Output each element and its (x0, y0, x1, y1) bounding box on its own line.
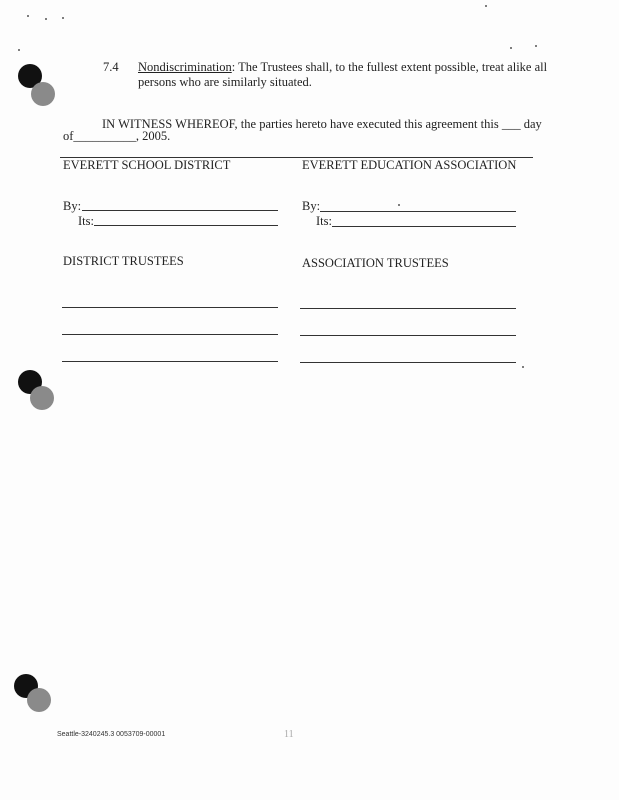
witness-line2: of__________, 2005. (63, 129, 171, 143)
left-its-title-line[interactable] (94, 225, 278, 226)
right-party-name: EVERETT EDUCATION ASSOCIATION (302, 158, 517, 172)
left-trustees-heading: DISTRICT TRUSTEES (63, 254, 184, 268)
scan-speck (45, 18, 47, 20)
scan-speck (27, 15, 29, 17)
left-by-label: By: (63, 199, 82, 213)
left-by-signature-line[interactable] (82, 210, 278, 211)
left-trustee-signature-line-1[interactable] (62, 307, 278, 308)
right-trustee-signature-line-1[interactable] (300, 308, 516, 309)
witness-line1: IN WITNESS WHEREOF, the parties hereto have executed this agreement this ___ day (102, 117, 542, 131)
section-text-line2: persons who are similarly situated. (138, 75, 312, 89)
scan-speck (398, 204, 400, 206)
section-text-line1: : The Trustees shall, to the fullest extent possible, treat alike all (231, 60, 548, 74)
right-its-label: Its: (316, 214, 332, 228)
scan-speck (535, 45, 537, 47)
punch-hole-top-shadow (31, 82, 55, 106)
scan-speck (485, 5, 487, 7)
left-its-label: Its: (78, 214, 94, 228)
left-trustee-signature-line-2[interactable] (62, 334, 278, 335)
right-trustees-heading: ASSOCIATION TRUSTEES (302, 256, 449, 270)
right-by-label: By: (302, 199, 321, 213)
right-trustee-signature-line-3[interactable] (300, 362, 516, 363)
scan-speck (522, 366, 524, 368)
scan-speck (62, 17, 64, 19)
scan-speck (18, 49, 20, 51)
right-its-title-line[interactable] (332, 226, 516, 227)
right-trustee-signature-line-2[interactable] (300, 335, 516, 336)
left-party-name: EVERETT SCHOOL DISTRICT (63, 158, 231, 172)
punch-hole-middle-shadow (30, 386, 54, 410)
section-number: 7.4 (103, 60, 119, 74)
section-heading: Nondiscrimination (138, 60, 232, 74)
scan-speck (510, 47, 512, 49)
left-trustee-signature-line-3[interactable] (62, 361, 278, 362)
page-number: 11 (284, 729, 294, 740)
footer-doc-id: Seattle-3240245.3 0053709-00001 (57, 731, 166, 738)
punch-hole-bottom-shadow (27, 688, 51, 712)
right-by-signature-line[interactable] (320, 211, 516, 212)
section-paragraph (138, 60, 547, 75)
